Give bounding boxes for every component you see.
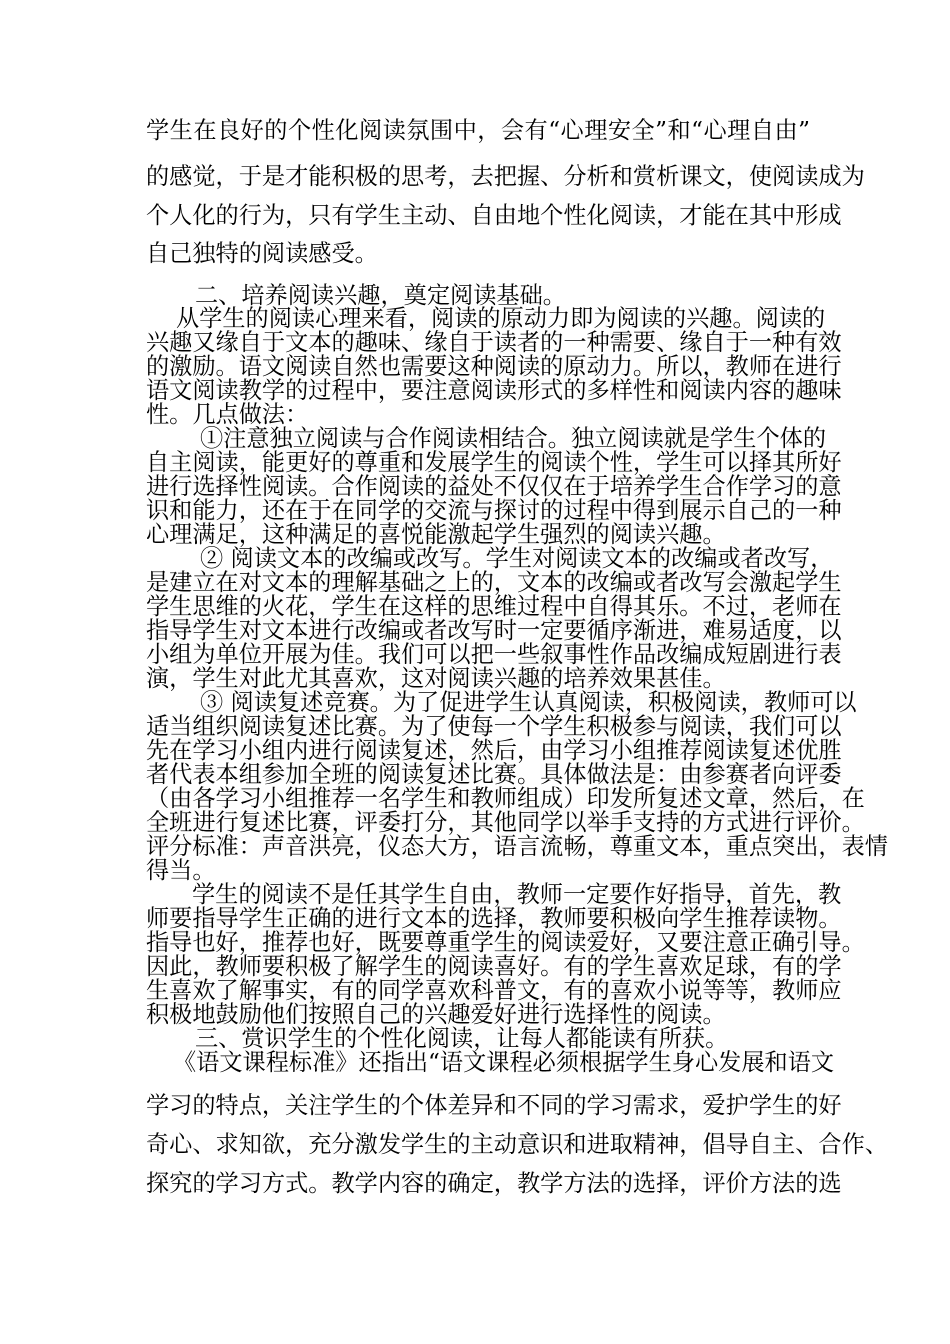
paragraph-line: 指导学生对文本进行改编或者改写时一定要循序渐进，难易适度，以 bbox=[146, 617, 842, 644]
list-item-3-line: ③ 阅读复述竞赛。为了促进学生认真阅读，积极阅读，教师可以 bbox=[200, 689, 857, 716]
paragraph-line: 学生的阅读不是任其学生自由，教师一定要作好指导，首先，教 bbox=[192, 881, 842, 908]
list-item-1-line: ①注意独立阅读与合作阅读相结合。独立阅读就是学生个体的 bbox=[200, 425, 827, 452]
list-item-2-line: ② 阅读文本的改编或改写。学生对阅读文本的改编或者改写， bbox=[200, 545, 834, 572]
paragraph-line: 学生在良好的个性化阅读氛围中，会有“心理安全”和“心理自由” bbox=[146, 117, 810, 144]
paragraph-line: 演，学生对此尤其喜欢，这对阅读兴趣的培养效果甚佳。 bbox=[146, 665, 726, 692]
paragraph-line: 学生思维的火花，学生在这样的思维过程中自得其乐。不过，老师在 bbox=[146, 593, 842, 620]
paragraph-line: 是建立在对文本的理解基础之上的，文本的改编或者改写会激起学生 bbox=[146, 569, 842, 596]
paragraph-line: 语文阅读教学的过程中，要注意阅读形式的多样性和阅读内容的趣味 bbox=[146, 377, 842, 404]
paragraph-line: 学习的特点，关注学生的个体差异和不同的学习需求，爱护学生的好 bbox=[146, 1092, 842, 1119]
paragraph-line: 评分标准：声音洪亮，仪态大方，语言流畅，尊重文本，重点突出，表情 bbox=[146, 833, 888, 860]
paragraph-line: 奇心、求知欲，充分激发学生的主动意识和进取精神，倡导自主、合作、 bbox=[146, 1131, 888, 1158]
paragraph-line: 生喜欢了解事实，有的同学喜欢科普文，有的喜欢小说等等，教师应 bbox=[146, 977, 842, 1004]
paragraph-line: 小组为单位开展为佳。我们可以把一些叙事性作品改编成短剧进行表 bbox=[146, 641, 842, 668]
paragraph-line: 自主阅读，能更好的尊重和发展学生的阅读个性，学生可以择其所好 bbox=[146, 449, 842, 476]
paragraph-line: 进行选择性阅读。合作阅读的益处不仅仅在于培养学生合作学习的意 bbox=[146, 473, 842, 500]
paragraph-line: 适当组织阅读复述比赛。为了使每一个学生积极参与阅读，我们可以 bbox=[146, 713, 842, 740]
paragraph-line: 探究的学习方式。教学内容的确定，教学方法的选择，评价方法的选 bbox=[146, 1170, 842, 1197]
paragraph-line: 从学生的阅读心理来看，阅读的原动力即为阅读的兴趣。阅读的 bbox=[176, 305, 826, 332]
section-heading: 三、赏识学生的个性化阅读，让每人都能读有所获。 bbox=[195, 1025, 729, 1052]
paragraph-line: 个人化的行为，只有学生主动、自由地个性化阅读，才能在其中形成 bbox=[146, 202, 842, 229]
paragraph-line: 自己独特的阅读感受。 bbox=[146, 240, 378, 267]
paragraph-line: 先在学习小组内进行阅读复述，然后，由学习小组推荐阅读复述优胜 bbox=[146, 737, 842, 764]
paragraph-line: 兴趣又缘自于文本的趣味、缘自于读者的一种需要、缘自于一种有效 bbox=[146, 329, 842, 356]
paragraph-line: 《语文课程标准》还指出“语文课程必须根据学生身心发展和语文 bbox=[173, 1049, 835, 1076]
paragraph-line: 因此，教师要积极了解学生的阅读喜好。有的学生喜欢足球，有的学 bbox=[146, 953, 842, 980]
paragraph-line: （由各学习小组推荐一名学生和教师组成）印发所复述文章，然后，在 bbox=[146, 785, 865, 812]
paragraph-line: 积极地鼓励他们按照自己的兴趣爱好进行选择性的阅读。 bbox=[146, 1001, 726, 1028]
paragraph-line: 性。几点做法： bbox=[146, 401, 309, 428]
paragraph-line: 得当。 bbox=[146, 857, 216, 884]
paragraph-line: 者代表本组参加全班的阅读复述比赛。具体做法是：由参赛者向评委 bbox=[146, 761, 842, 788]
paragraph-line: 师要指导学生正确的进行文本的选择，教师要积极向学生推荐读物。 bbox=[146, 905, 842, 932]
paragraph-line: 心理满足，这种满足的喜悦能激起学生强烈的阅读兴趣。 bbox=[146, 521, 726, 548]
paragraph-line: 识和能力，还在于在同学的交流与探讨的过程中得到展示自己的一种 bbox=[146, 497, 842, 524]
paragraph-line: 的激励。语文阅读自然也需要这种阅读的原动力。所以，教师在进行 bbox=[146, 353, 842, 380]
paragraph-line: 指导也好，推荐也好，既要尊重学生的阅读爱好，又要注意正确引导。 bbox=[146, 929, 865, 956]
paragraph-line: 的感觉，于是才能积极的思考，去把握、分析和赏析课文，使阅读成为 bbox=[146, 163, 865, 190]
section-heading: 二、培养阅读兴趣，奠定阅读基础。 bbox=[195, 282, 566, 309]
paragraph-line: 全班进行复述比赛，评委打分，其他同学以举手支持的方式进行评价。 bbox=[146, 809, 865, 836]
